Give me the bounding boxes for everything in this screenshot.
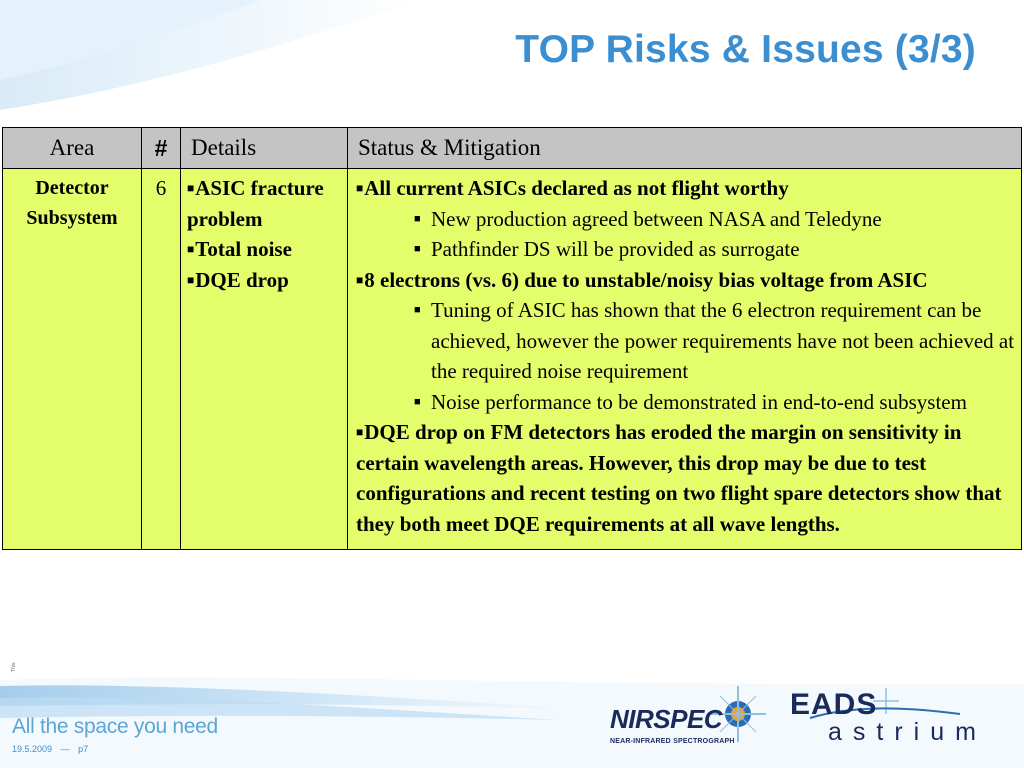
square-bullet-icon: ■ (187, 181, 195, 195)
status-bullet-1: ■All current ASICs declared as not flight worthy (356, 176, 789, 200)
details-item: ■Total noise (187, 237, 292, 261)
eads-wordmark: EADS (790, 688, 878, 721)
footer-dash: — (60, 744, 70, 754)
status-bullet-2: ■8 electrons (vs. 6) due to unstable/noisy bias voltage from ASIC (356, 267, 928, 292)
table-row (3, 169, 1022, 550)
header-details: Details (181, 128, 348, 169)
cell-details (181, 169, 348, 550)
list-item: ■ Tuning of ASIC has shown that the 6 electron requirement can be achieved, however the power requirements have not been achieved at the required noise requirement (431, 295, 1015, 387)
nirspec-logo (606, 684, 776, 750)
footer-tiny-note: This (11, 662, 17, 672)
square-bullet-icon: ■ (414, 304, 421, 316)
eads-astrium-logo (790, 688, 1010, 748)
header-area: Area (3, 128, 142, 169)
footer-date: 19.5.2009 (12, 744, 53, 754)
header-status-mitigation: Status & Mitigation (348, 128, 1022, 169)
astrium-wordmark: astrium (828, 718, 987, 746)
table-header-row (3, 128, 1022, 169)
list-item: ■ New production agreed between NASA and Teledyne (431, 204, 1015, 235)
nirspec-subtitle: NEAR-INFRARED SPECTROGRAPH (610, 738, 735, 745)
square-bullet-icon: ■ (356, 425, 364, 439)
title-area (0, 0, 1024, 120)
list-item: ■ Noise performance to be demonstrated in end-to-end subsystem (431, 387, 1015, 418)
square-bullet-icon: ■ (414, 212, 421, 225)
footer-meta (12, 744, 94, 754)
area-line-2: Subsystem (26, 207, 118, 229)
list-item: ■ Pathfinder DS will be provided as surrogate (431, 234, 1015, 265)
details-item: ■ASIC fracture problem (187, 176, 324, 231)
slide-title: TOP Risks & Issues (3/3) (515, 28, 976, 71)
status-sublist-1 (356, 204, 1015, 265)
area-line-1: Detector (35, 177, 109, 199)
square-bullet-icon: ■ (187, 242, 195, 256)
risk-table (2, 127, 1022, 550)
cell-status-mitigation (348, 169, 1022, 550)
square-bullet-icon: ■ (414, 243, 421, 255)
cell-area (3, 169, 142, 550)
square-bullet-icon: ■ (356, 272, 364, 287)
details-item: ■DQE drop (187, 267, 289, 292)
status-bullet-3: ■DQE drop on FM detectors has eroded the margin on sensitivity in certain wavelength areas. However, this drop may be due to test configurations and recent testing on two flight spare detectors show that they both meet DQE requirements at all wave lengths. (356, 420, 1002, 536)
square-bullet-icon: ■ (356, 181, 364, 195)
header-number: # (142, 128, 181, 169)
status-sublist-2 (356, 295, 1015, 417)
footer-tagline: All the space you need (12, 715, 218, 738)
cell-number: 6 (142, 169, 181, 550)
square-bullet-icon: ■ (414, 395, 421, 408)
nirspec-wordmark: NIRSPEC (610, 704, 723, 734)
square-bullet-icon: ■ (187, 272, 195, 287)
footer-page-number: p7 (78, 744, 89, 754)
